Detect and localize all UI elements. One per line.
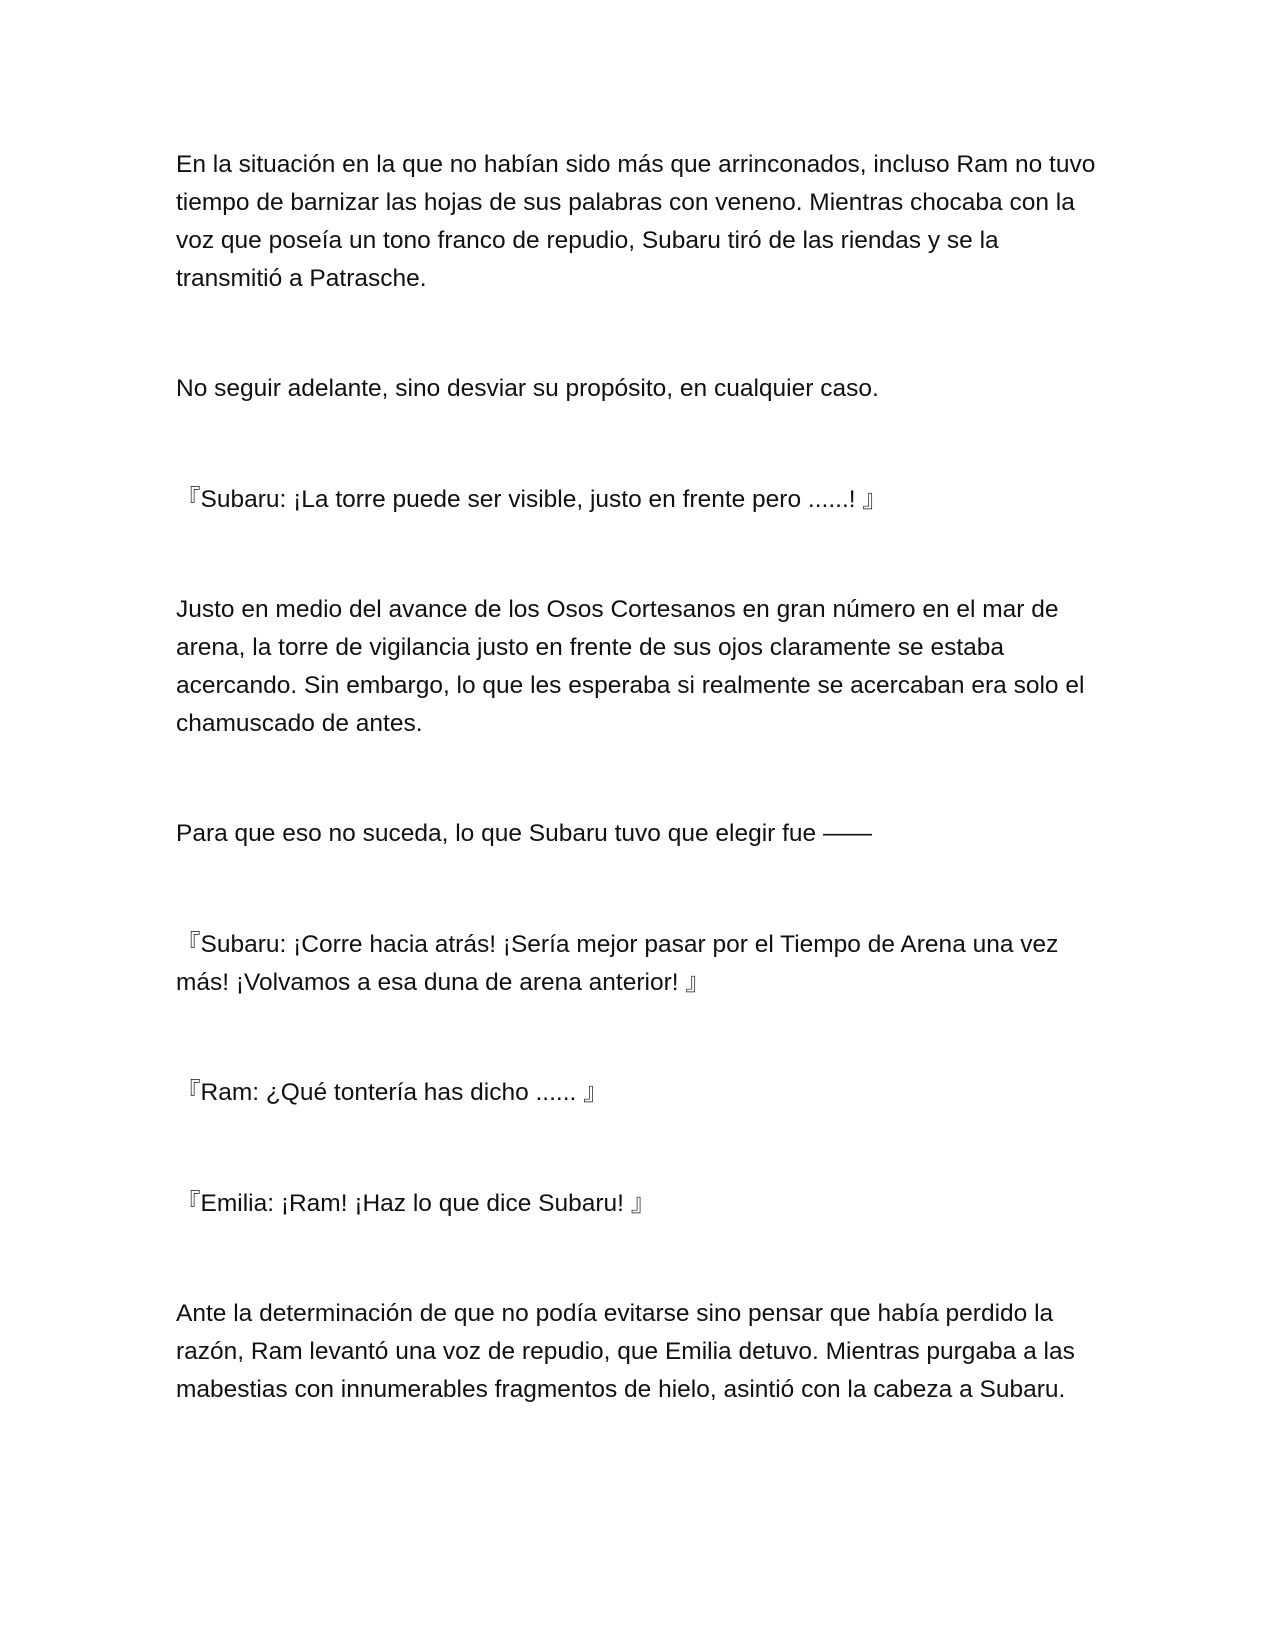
dialogue-line: 『Subaru: ¡Corre hacia atrás! ¡Sería mejor pasar por el Tiempo de Arena una vez más! ¡Volvamos a esa duna de arena anterior! 』 — [176, 931, 1059, 996]
narration-paragraph: En la situación en la que no habían sido más que arrinconados, incluso Ram no tuvo tiempo de barnizar las hojas de sus palabras con veneno. Mientras chocaba con la voz que poseía un tono franco de repudio, Subaru tiró de las riendas y se la transmitió a Patrasche. — [176, 151, 1096, 292]
dialogue-line: 『Subaru: ¡La torre puede ser visible, justo en frente pero ......! 』 — [176, 486, 887, 513]
narration-paragraph: No seguir adelante, sino desviar su propósito, en cualquier caso. — [176, 375, 879, 402]
narration-paragraph: Ante la determinación de que no podía evitarse sino pensar que había perdido la razón, Ram levantó una voz de repudio, que Emilia detuvo. Mientras purgaba a las mabestias con innumerables fragmentos de hielo, asintió con la cabeza a Subaru. — [176, 1300, 1075, 1403]
document-body — [176, 146, 1096, 1409]
narration-paragraph: Para que eso no suceda, lo que Subaru tuvo que elegir fue —— — [176, 820, 872, 847]
dialogue-line: 『Ram: ¿Qué tontería has dicho ...... 』 — [176, 1079, 608, 1106]
narration-paragraph: Justo en medio del avance de los Osos Cortesanos en gran número en el mar de arena, la torre de vigilancia justo en frente de sus ojos claramente se estaba acercando. Sin embargo, lo que les esperaba si realmente se acercaban era solo el chamuscado de antes. — [176, 596, 1085, 737]
dialogue-line: 『Emilia: ¡Ram! ¡Haz lo que dice Subaru! 』 — [176, 1190, 656, 1217]
